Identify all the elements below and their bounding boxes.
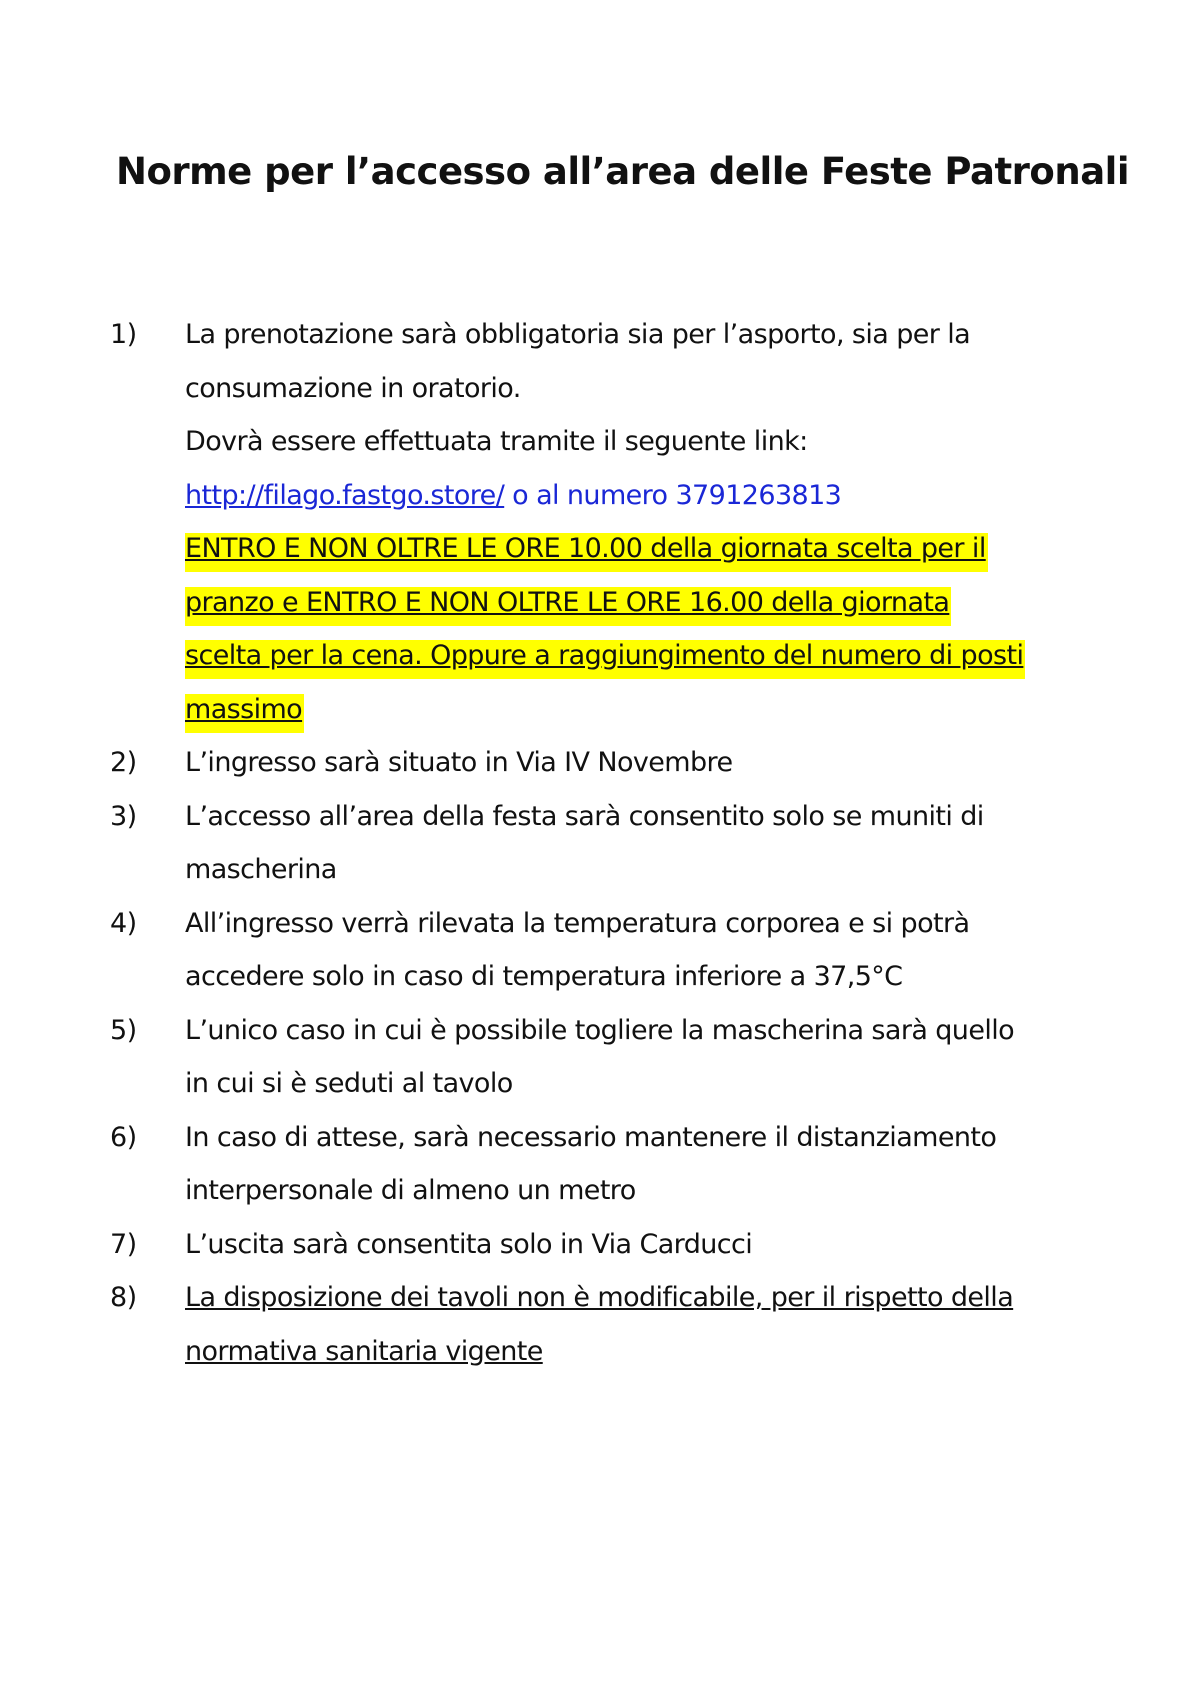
highlighted-text: scelta per la cena. Oppure a raggiungimento del numero di posti [185, 640, 1025, 679]
rule-number: 2) [110, 747, 137, 778]
rule-item-6 [110, 1111, 1110, 1218]
deadline-line [185, 683, 1110, 737]
rule-text: in cui si è seduti al tavolo [185, 1068, 513, 1099]
phone-prefix: o al numero [504, 479, 676, 511]
rule-number: 6) [110, 1121, 137, 1153]
booking-link[interactable]: http://filago.fastgo.store/ [185, 479, 505, 511]
rule-number: 8) [110, 1282, 137, 1313]
rule-item-4 [110, 897, 1110, 1004]
page-title: Norme per l’accesso all’area delle Feste Patronali [116, 150, 1130, 193]
rule-item-2 [110, 736, 1110, 790]
rule-text: L’ingresso sarà situato in Via IV Novembre [185, 747, 733, 778]
rule-number: 3) [110, 800, 137, 832]
rule-text: mascherina [185, 854, 337, 885]
rule-item-8 [110, 1271, 1110, 1378]
rule-text [185, 1325, 1110, 1379]
rule-text: In caso di attese, sarà necessario mantenere il distanziamento [185, 1121, 997, 1153]
rule-number: 1) [110, 319, 137, 350]
highlighted-text: ENTRO E NON OLTRE LE ORE 10.00 della giornata scelta per il [185, 533, 988, 572]
rules-list [110, 308, 1110, 1378]
phone-number: 3791263813 [675, 479, 842, 511]
rule-text: L’unico caso in cui è possibile togliere la mascherina sarà quello [185, 1014, 1015, 1046]
rule-text [185, 1271, 1110, 1325]
rule-number: 5) [110, 1014, 137, 1046]
rule-number: 7) [110, 1228, 137, 1260]
booking-line [185, 469, 1110, 523]
rule-text: La prenotazione sarà obbligatoria sia per l’asporto, sia per la [185, 319, 971, 350]
rule-item-1 [110, 308, 1110, 736]
rule-text: interpersonale di almeno un metro [185, 1175, 636, 1206]
rule-text: L’accesso all’area della festa sarà consentito solo se muniti di [185, 800, 984, 832]
rule-text: All’ingresso verrà rilevata la temperatura corporea e si potrà [185, 907, 970, 939]
highlighted-text: massimo [185, 694, 304, 733]
deadline-line [185, 629, 1110, 683]
rule-item-3 [110, 790, 1110, 897]
rule-text: Dovrà essere effettuata tramite il seguente link: [185, 426, 808, 457]
deadline-line [185, 576, 1110, 630]
highlighted-text: pranzo e ENTRO E NON OLTRE LE ORE 16.00 della giornata [185, 587, 951, 626]
rule-text: consumazione in oratorio. [185, 372, 521, 404]
rule-item-5 [110, 1004, 1110, 1111]
deadline-line [185, 522, 1110, 576]
rule-number: 4) [110, 907, 137, 939]
rule-text: L’uscita sarà consentita solo in Via Carducci [185, 1228, 753, 1260]
underlined-text: normativa sanitaria vigente [185, 1335, 543, 1367]
rule-text: accedere solo in caso di temperatura inferiore a 37,5°C [185, 961, 903, 992]
underlined-text: La disposizione dei tavoli non è modificabile, per il rispetto della [185, 1282, 1014, 1313]
rule-item-7 [110, 1218, 1110, 1272]
